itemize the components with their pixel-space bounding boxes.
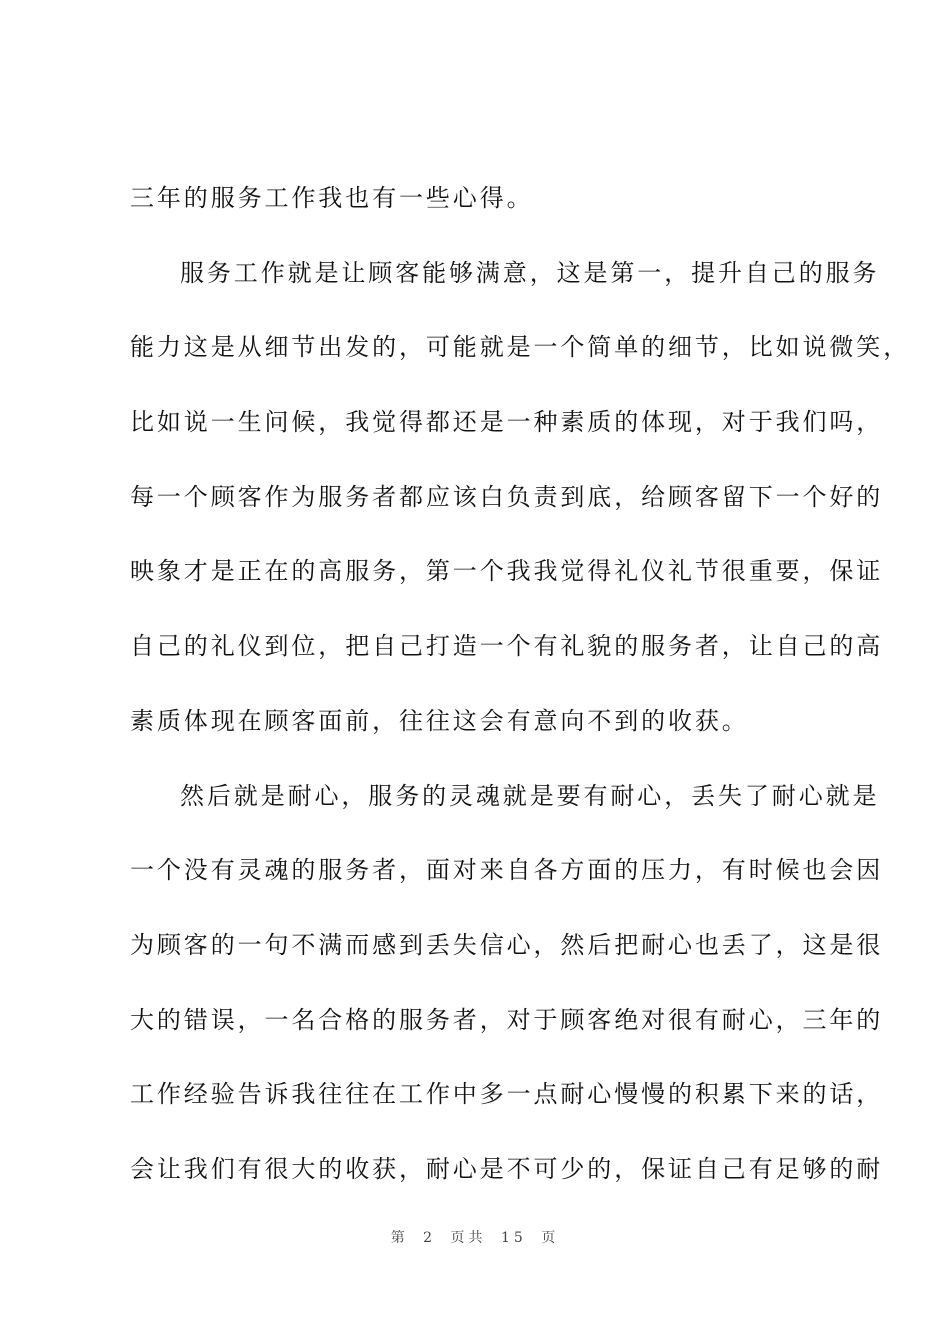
text-line-1: 三年的服务工作我也有一些心得。: [130, 184, 534, 212]
text-line-2: 服务工作就是让顾客能够满意，这是第一，提升自己的服务: [180, 258, 880, 287]
text-line-10: 一个没有灵魂的服务者，面对来自各方面的压力，有时候也会因: [130, 856, 884, 885]
text-line-5: 每一个顾客作为服务者都应该白负责到底，给顾客留下一个好的: [130, 482, 884, 511]
text-line-8: 素质体现在顾客面前，往往这会有意向不到的收获。: [130, 706, 749, 735]
text-line-3: 能力这是从细节出发的，可能就是一个简单的细节，比如说微笑，: [130, 333, 911, 362]
text-line-4: 比如说一生问候，我觉得都还是一种素质的体现，对于我们吗，: [130, 408, 884, 437]
text-line-6: 映象才是正在的高服务，第一个我我觉得礼仪礼节很重要，保证: [130, 557, 884, 586]
text-line-12: 大的错误，一名合格的服务者，对于顾客绝对很有耐心，三年的: [130, 1005, 884, 1034]
text-line-13: 工作经验告诉我往往在工作中多一点耐心慢慢的积累下来的话，: [130, 1080, 884, 1109]
text-line-14: 会让我们有很大的收获，耐心是不可少的，保证自己有足够的耐: [130, 1154, 884, 1183]
body-text: [130, 168, 911, 1214]
text-line-11: 为顾客的一句不满而感到丢失信心，然后把耐心也丢了，这是很: [130, 930, 884, 959]
page-number-footer: 第 2 页共 15 页: [390, 1230, 560, 1246]
text-line-9: 然后就是耐心，服务的灵魂就是要有耐心，丢失了耐心就是: [180, 781, 880, 810]
text-line-7: 自己的礼仪到位，把自己打造一个有礼貌的服务者，让自己的高: [130, 632, 884, 661]
